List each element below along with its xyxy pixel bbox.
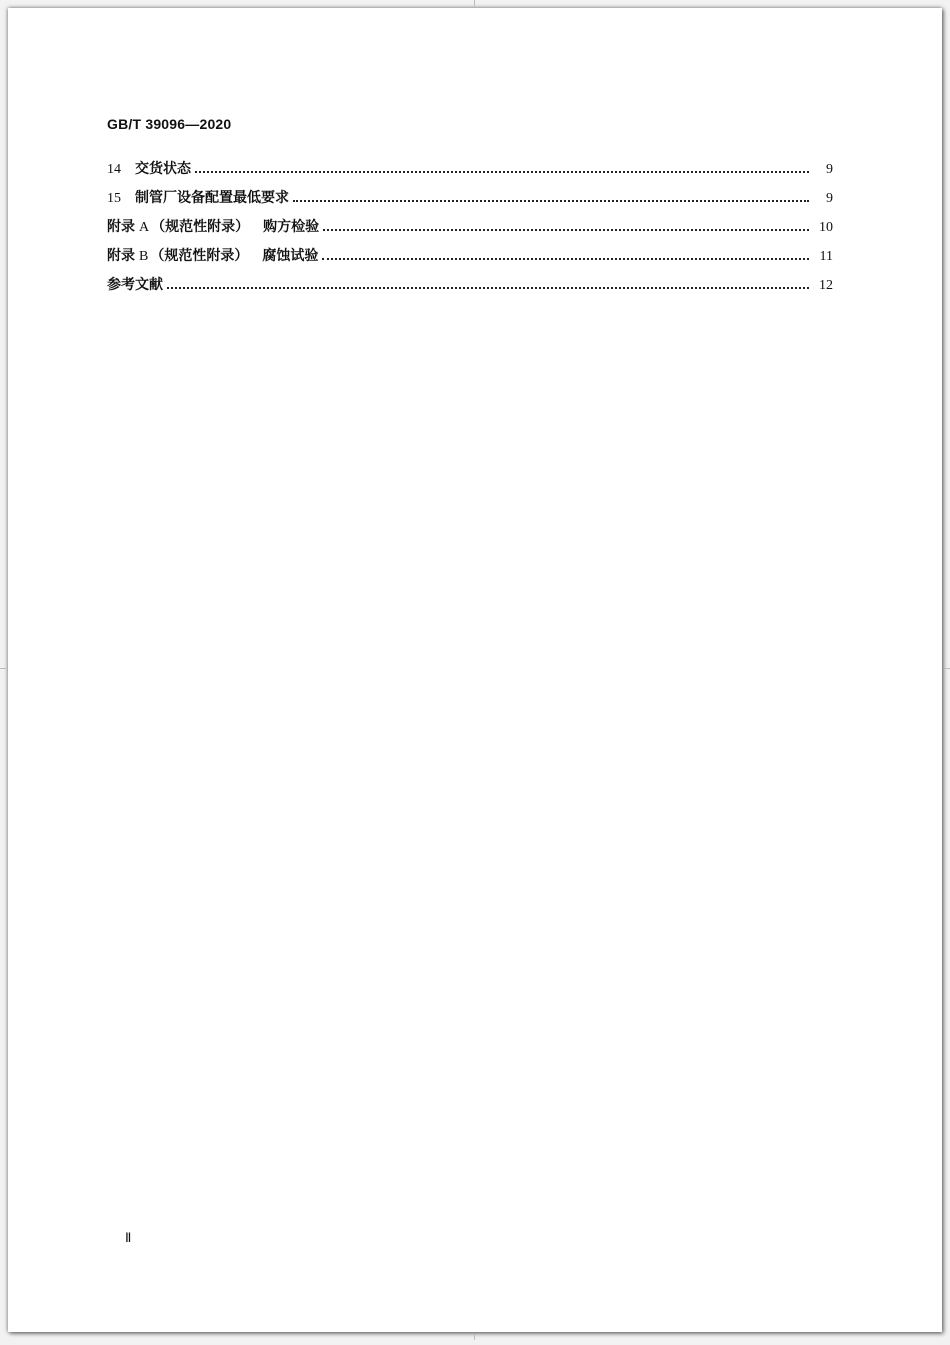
toc-entry-number: 14 [107,162,121,177]
annex-page: 11 [819,249,833,264]
annex-type: （规范性附录） [150,248,249,264]
crop-mark-top [474,0,475,6]
crop-mark-right [944,668,950,669]
toc-entry-14[interactable] [107,158,833,187]
annex-page: 10 [819,220,833,235]
page-number: Ⅱ [125,1230,132,1245]
dot-leader [322,258,809,260]
toc-entry-number: 15 [107,191,121,206]
toc-entry-page: 9 [826,162,833,177]
annex-prefix: 附录 [107,219,135,235]
bibliography-title: 参考文献 [107,277,163,293]
toc-entry-page: 9 [826,191,833,206]
crop-mark-bottom [474,1334,475,1340]
table-of-contents [107,158,833,303]
toc-entry-title: 制管厂设备配置最低要求 [135,190,289,206]
toc-annex-a[interactable] [107,216,833,245]
toc-annex-b[interactable] [107,245,833,274]
crop-mark-left [0,668,6,669]
toc-entry-15[interactable] [107,187,833,216]
document-page [8,8,942,1332]
toc-entry-title: 交货状态 [135,161,191,177]
annex-letter: B [139,249,149,264]
dot-leader [293,200,809,202]
toc-bibliography[interactable] [107,274,833,303]
annex-title: 腐蚀试验 [262,248,319,264]
annex-title: 购方检验 [263,219,320,235]
dot-leader [167,287,809,289]
dot-leader [323,229,809,231]
annex-letter: A [139,220,150,235]
annex-type: （规范性附录） [151,219,250,235]
dot-leader [195,171,809,173]
annex-prefix: 附录 [107,248,135,264]
bibliography-page: 12 [819,278,833,293]
standard-code-header: GB/T 39096—2020 [107,116,232,132]
